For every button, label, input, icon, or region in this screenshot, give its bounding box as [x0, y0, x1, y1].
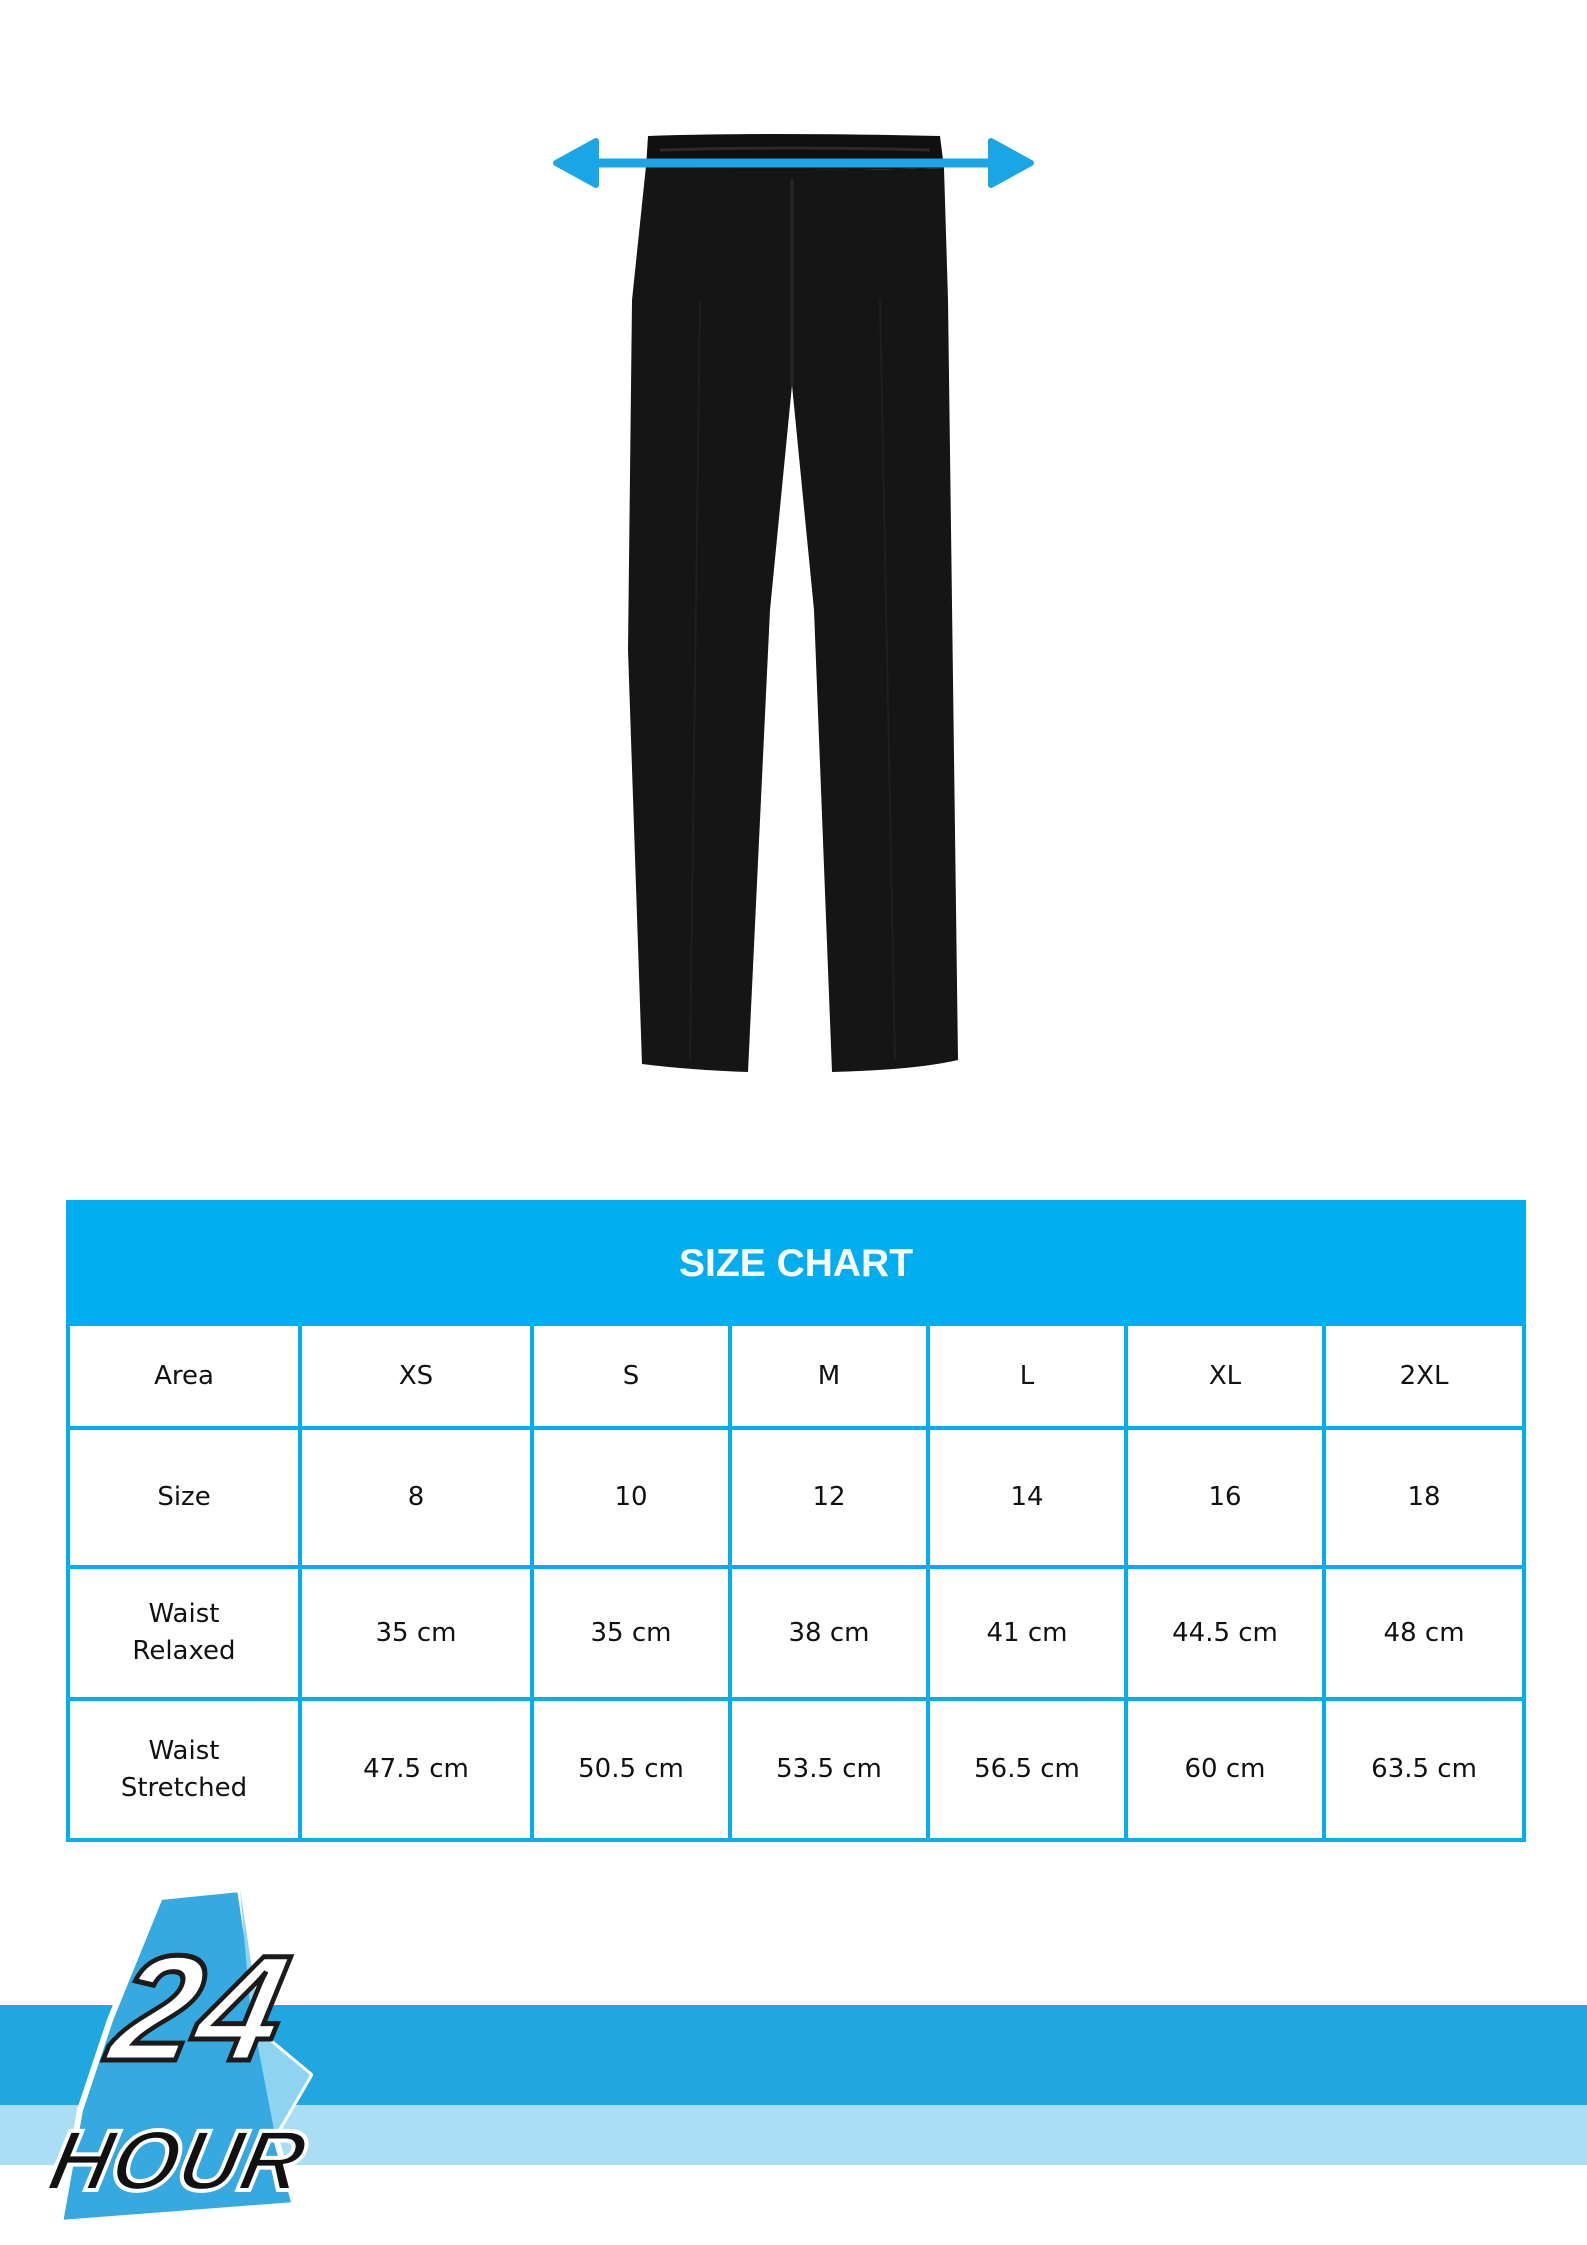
table-cell: 18 [1324, 1428, 1524, 1567]
table-cell: 8 [300, 1428, 532, 1567]
pants-image [0, 0, 1587, 1100]
table-cell: 35 cm [300, 1567, 532, 1699]
table-cell: 60 cm [1126, 1699, 1324, 1840]
table-cell: 50.5 cm [532, 1699, 730, 1840]
logo-word: HOUR [40, 2112, 315, 2209]
size-chart-table [66, 1200, 1526, 1842]
header-cell: L [928, 1324, 1126, 1428]
table-cell: 38 cm [730, 1567, 928, 1699]
logo-number: 24 [98, 1925, 301, 2093]
row-label: Size [68, 1428, 300, 1567]
table-cell: 53.5 cm [730, 1699, 928, 1840]
table-cell: 16 [1126, 1428, 1324, 1567]
table-cell: 35 cm [532, 1567, 730, 1699]
table-cell: 14 [928, 1428, 1126, 1567]
table-cell: 47.5 cm [300, 1699, 532, 1840]
brand-logo [40, 1885, 330, 2225]
table-row [68, 1699, 1524, 1840]
header-cell: Area [68, 1324, 300, 1428]
table-row [68, 1567, 1524, 1699]
table-header-row [68, 1324, 1524, 1428]
logo-graphic [40, 1885, 330, 2225]
header-cell: M [730, 1324, 928, 1428]
row-label: Waist Relaxed [68, 1567, 300, 1699]
header-cell: 2XL [1324, 1324, 1524, 1428]
header-cell: S [532, 1324, 730, 1428]
header-cell: XS [300, 1324, 532, 1428]
table-cell: 48 cm [1324, 1567, 1524, 1699]
table-cell: 12 [730, 1428, 928, 1567]
table-cell: 44.5 cm [1126, 1567, 1324, 1699]
table-cell: 63.5 cm [1324, 1699, 1524, 1840]
product-illustration [0, 0, 1587, 1100]
table-cell: 10 [532, 1428, 730, 1567]
table-cell: 41 cm [928, 1567, 1126, 1699]
table-cell: 56.5 cm [928, 1699, 1126, 1840]
header-cell: XL [1126, 1324, 1324, 1428]
row-label: Waist Stretched [68, 1699, 300, 1840]
size-chart-title: SIZE CHART [68, 1202, 1524, 1324]
table-title-row [68, 1202, 1524, 1324]
table-row [68, 1428, 1524, 1567]
